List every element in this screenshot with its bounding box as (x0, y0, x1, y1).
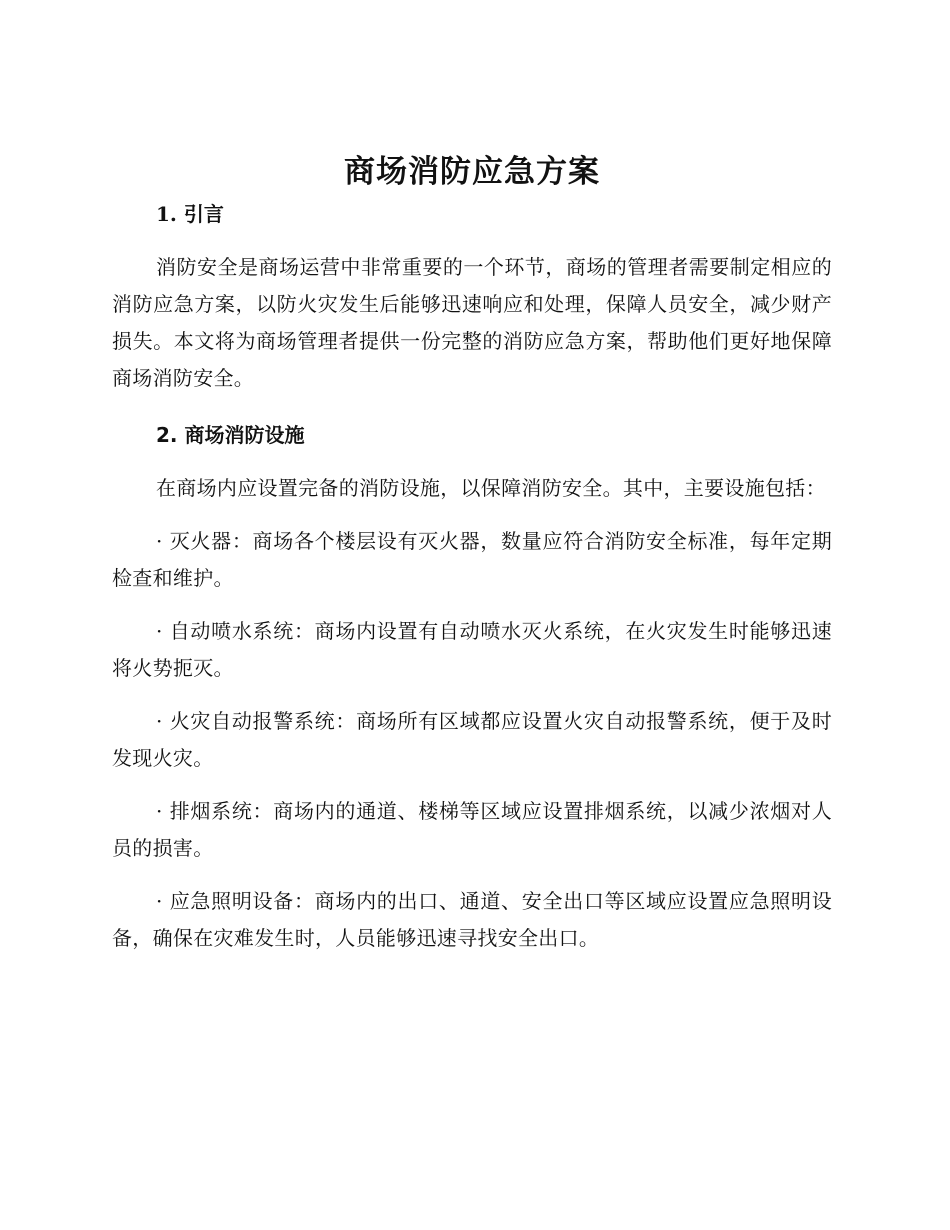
list-item-emergency-lighting: · 应急照明设备：商场内的出口、通道、安全出口等区域应设置应急照明设备，确保在灾难发生时，人员能够迅速寻找安全出口。 (112, 889, 832, 950)
list-item-fire-alarm-system: · 火灾自动报警系统：商场所有区域都应设置火灾自动报警系统，便于及时发现火灾。 (112, 709, 832, 770)
list-item-sprinkler-system: · 自动喷水系统：商场内设置有自动喷水灭火系统，在火灾发生时能够迅速将火势扼灭。 (112, 619, 832, 680)
section-heading-facilities: 2. 商场消防设施 (156, 423, 305, 447)
paragraph-facilities-intro: 在商场内应设置完备的消防设施，以保障消防安全。其中，主要设施包括： (156, 476, 826, 500)
paragraph-introduction: 消防安全是商场运营中非常重要的一个环节，商场的管理者需要制定相应的消防应急方案，以防火灾发生后能够迅速响应和处理，保障人员安全，减少财产损失。本文将为商场管理者提供一份完整的消防应急方案，帮助他们更好地保障商场消防安全。 (112, 255, 832, 390)
list-item-smoke-exhaust-system: · 排烟系统：商场内的通道、楼梯等区域应设置排烟系统，以减少浓烟对人员的损害。 (112, 799, 832, 860)
list-item-fire-extinguisher: · 灭火器：商场各个楼层设有灭火器，数量应符合消防安全标准，每年定期检查和维护。 (112, 529, 832, 590)
document-title: 商场消防应急方案 (344, 154, 600, 190)
document-page (112, 150, 832, 957)
section-heading-introduction: 1. 引言 (156, 202, 224, 226)
